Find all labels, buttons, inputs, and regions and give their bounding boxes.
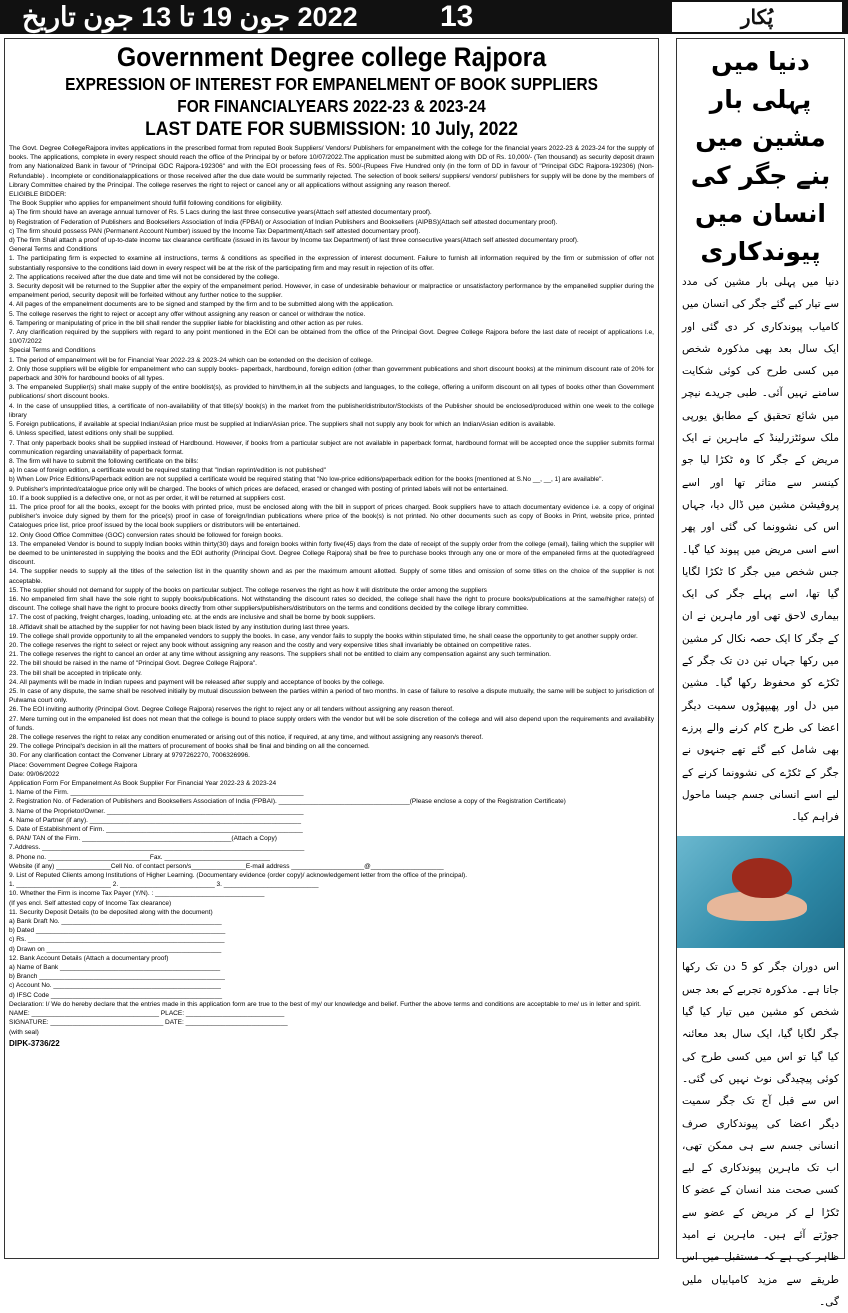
notice-paragraph: ELIGIBLE BIDDER:: [9, 191, 67, 199]
notice-paragraph: b) Dated ____________________________________________________: [9, 927, 226, 935]
notice-subtitle: EXPRESSION OF INTEREST FOR EMPANELMENT OF BOOK SUPPLIERS FOR FINANCIALYEARS 2022-23 & 2023-24: [65, 74, 598, 116]
notice-paragraph: 29. The college Principal's decision in all the matters of procurement of books shall be final and binding on all the concerned.: [9, 743, 370, 751]
notice-paragraph: c) Rs. ______________________________________________________: [9, 936, 225, 944]
notice-paragraph: 8. The firm will have to submit the following certificate on the bills:: [9, 457, 199, 465]
newspaper-logo: پُکار: [672, 2, 842, 32]
notice-paragraph: 7. That only paperback books shall be supplied instead of Hardbound. However, if books from a particular subject are not available in paperback format, hardbound format will be accepted once the supplier submits formal communication regarding unavailability of paperback format.: [9, 439, 654, 456]
notice-paragraph: 20. The college reserves the right to select or reject any book without assigning any reason and the costly and very expensive titles shall invariably be obtained on competitive rates.: [9, 641, 532, 649]
notice-paragraph: a) The firm should have an average annual turnover of Rs. 5 Lacs during the last three consecutive years(Attach self attested documentary proof).: [9, 209, 432, 217]
notice-paragraph: b) Registration of Federation of Publishers and Booksellers Association of India (FPBAI) or Association of Indian Publishers and Booksellers (AIPBS)(Attach self attested documentary proof).: [9, 218, 558, 226]
notice-paragraph: 2. The applications received after the due date and time will not be considered by the college.: [9, 273, 280, 281]
news-headline: دنیا میں پہلی بار مشین میں بنے جگر کی انسان میں پیوندکاری: [690, 47, 831, 266]
notice-paragraph: 4. In the case of unsupplied titles, a certificate of non-availability of that title(s)/ book(s) in the market from the publisher/distributor/Stockists of the Publisher should be enclosed/produced within one week to the college library: [9, 402, 654, 419]
news-column: [676, 38, 845, 1308]
notice-paragraph: 2. Only those suppliers will be eligible for empanelment who can supply books- paperback, hardbound, foreign edition (other than government publications and short discount books) at the minimum discount rate of 20% for paperback and 30% for hardbound books of all types.: [9, 365, 654, 383]
notice-paragraph: 24. All payments will be made in Indian rupees and payment will be released after supply and acceptance of books by the college.: [9, 678, 385, 686]
notice-paragraph: 6. PAN/ TAN of the Firm. _________________________________________(Attach a Copy): [9, 835, 277, 843]
notice-paragraph: d) IFSC Code _______________________________________________: [9, 991, 222, 999]
notice-paragraph: c) Account No. ______________________________________________: [9, 982, 221, 990]
liver-photo: [677, 836, 844, 948]
notice-paragraph: 25. In case of any dispute, the same shall be resolved initially by mutual discussion between the parties within a period of two months. In case of failure to resolve a dispute mutually, the same will be subject to jurisdiction of Pulwama court only.: [9, 687, 654, 705]
notice-paragraph: Website (if any) _______________Cell No. of contact person/s_______________E-mail address ____________________@____________________: [9, 862, 444, 870]
notice-paragraph: d) Drawn on ________________________________________________: [9, 945, 222, 953]
advertisement-notice: [4, 38, 659, 1259]
notice-paragraph: 3. Name of the Proprietor/Owner. ______________________________________________________: [9, 807, 304, 815]
notice-paragraph: a) Name of Bank ____________________________________________: [9, 964, 221, 972]
notice-paragraph: 21. The college reserves the right to cancel an order at any time without assigning any reasons. The suppliers shall not be entitled to claim any compensation against any such termination.: [9, 651, 552, 659]
notice-paragraph: 18. Affidavit shall be attached by the supplier for not having been black listed by any institution during last three years.: [9, 623, 350, 631]
notice-paragraph: 7. Any clarification required by the suppliers with regard to any point mentioned in the EOI can be obtained from the office of the Principal Govt. Degree College Rajpora before the last date of receipt of applications I.e, 10/07/2022: [9, 329, 654, 346]
notice-paragraph: The Book Supplier who applies for empanelment should fulfill following conditions for eligibility.: [9, 200, 283, 208]
notice-paragraph: 5. Date of Establishment of Firm. ______________________________________________________: [9, 826, 303, 834]
news-body-bottom: اس دوران جگر کو 5 دن تک رکھا جاتا ہے۔ مذکورہ تجربے کے بعد جس شخص کو مشین میں تیار کیا گیا جگر لگایا گیا، ایک سال بعد معائنہ کیا گیا تو اس میں کسی طرح کی کوئی پیچیدگی نوٹ نہیں کی گئی۔ اس سے قبل آج تک جگر سمیت دیگر اعضا کی پیوندکاری صرف انسانی جسم سے ہی ممکن تھی، اب تک ماہرین پیوندکاری کے لیے کسی صحت مند انسان کے عضو کا ٹکڑا لے کر مریض کے عضو سے جوڑتے آئے ہیں۔ ماہرین نے امید ظاہر کی ہے کہ مستقبل میں اس طریقے سے مزید کامیابیاں ملیں گی۔: [682, 961, 839, 1308]
notice-paragraph: NAME: ___________________________________ PLACE: ___________________________: [9, 1010, 285, 1018]
notice-paragraph: (If yes encl. Self attested copy of Income Tax clearance): [9, 899, 172, 907]
notice-paragraph: SIGNATURE: _______________________________ DATE: ____________________________: [9, 1019, 288, 1027]
notice-paragraph: 12. Only Good Office Committee (GOC) conversion rates should be followed for foreign books.: [9, 531, 283, 539]
notice-paragraph: 9. List of Reputed Clients among Institutions of Higher Learning. (Documentary evidence (order copy)/ acknowledgement letter from the office of the principal).: [9, 872, 468, 880]
notice-body: [9, 144, 654, 1037]
notice-paragraph: 11. Security Deposit Details (to be deposited along with the document): [9, 908, 213, 916]
notice-paragraph: 9. Publisher's imprinted/catalogue price only will be charged. The books of which prices are defaced, erased or changed with posting of printed labels will not be entertained.: [9, 485, 508, 493]
notice-paragraph: 3. Security deposit will be returned to the Supplier after the expiry of the empanelment period. However, in case of undesirable behaviour or malpractice or unsatisfactory performance by the empanelled supplier during the empanelment period, security deposit will be forfeited without any further notice to the supplier.: [9, 283, 654, 300]
notice-paragraph: 6. Tampering or manipulating of price in the bill shall render the supplier liable for blacklisting and other action as per rules.: [9, 319, 363, 327]
notice-paragraph: 17. The cost of packing, freight charges, loading, unloading etc. at the ends are inclusive and shall be borne by book suppliers.: [9, 614, 376, 622]
notice-paragraph: 19. The college shall provide opportunity to all the empaneled vendors to supply the books. In case, any vendor fails to supply the books within stipulated time, he shall cease the opportunity to get another supply order.: [9, 632, 638, 640]
notice-paragraph: 14. The supplier needs to supply all the titles of the selection list in the quantity shown and as per the maximum amount allotted. Supply of some titles and omission of some titles on the choice of the supplier is not acceptable.: [9, 568, 654, 585]
notice-title: Government Degree college Rajpora: [116, 42, 547, 72]
notice-paragraph: 11. The price proof for all the books, except for the books with printed price, must be enclosed along with the bill in support of prices charged. Book suppliers have to attach documentary evidence i.e. a copy of original publisher's invoice duly signed by them for the price(s) proof in case of foreign/Indian publications where price of the book(s) is not printed. No other documents such as copy of Books in Print, website price, printed Catalogues price list, price proof issued by the local book suppliers or distributors will be entertained.: [9, 503, 654, 530]
notice-paragraph: 5. Foreign publications, if available at special Indian/Asian price must be supplied at Indian/Asian price. The suppliers shall not supply any book for which an Indian/Asian edition is available.: [9, 421, 556, 429]
notice-paragraph: 4. All pages of the empanelment documents are to be signed and stamped by the firm and to be submitted along with the application.: [9, 301, 394, 309]
notice-paragraph: Place: Government Degree College Rajpora: [9, 761, 138, 769]
notice-deadline: LAST DATE FOR SUBMISSION: 10 July, 2022: [145, 118, 518, 140]
notice-paragraph: 30. For any clarification contact the Convener Library at 9797262270, 7006326996.: [9, 752, 250, 760]
notice-paragraph: Application Form For Empanelment As Book Supplier For Financial Year 2022-23 & 2023-24: [9, 780, 277, 788]
notice-paragraph: Date: 09/06/2022: [9, 770, 60, 778]
notice-paragraph: (with seal): [9, 1028, 39, 1036]
notice-paragraph: 10. If a book supplied is a defective one, or not as per order, it will be returned at suppliers cost.: [9, 494, 286, 502]
notice-paragraph: 1. The participating firm is expected to examine all instructions, terms & conditions as specified in the expression of interest document. Failure to furnish all information required by the firm or submission of offer not substantially responsive to the conditions laid down in every respect will be at the risk of the participating firm and may result in rejection of its offer.: [9, 255, 654, 272]
notice-paragraph: b) Branch ___________________________________________________: [9, 973, 225, 981]
liver-icon: [732, 858, 792, 898]
notice-paragraph: 13. The empaneled Vendor is bound to supply Indian books within thirty(30) days and foreign books within forty five(45) days from the date of receipt of the supply order from the college (email), failing which the supplier will be deemed to be uninterested in supplying the books and the EOI authority (Principal Govt. Degree College Rajpora) shall be free to purchase books through any one or more of the empaneled firms at the quoted/agreed discount.: [9, 540, 654, 567]
notice-paragraph: 23. The bill shall be accepted in triplicate only.: [9, 669, 142, 677]
notice-paragraph: 28. The college reserves the right to relax any condition enumerated or arising out of this notice, if required, at any time, and without assigning any reason/s thereof.: [9, 734, 484, 741]
notice-paragraph: 4. Name of Partner (if any). __________________________________________________________: [9, 816, 301, 824]
notice-paragraph: b) When Low Price Editions/Paperback edition are not supplied a certificate would be required stating that "No low-price editions/paperback edition for the books [mentioned at S.No __, __, 1] are available".: [9, 476, 604, 484]
notice-paragraph: 1. __________________________ 2. __________________________ 3. __________________________: [9, 881, 319, 889]
notice-paragraph: The Govt. Degree CollegeRajpora invites applications in the prescribed format from reputed Book Suppliers/ Vendors/ Publishers for empanelment with the college for the financial years 2022-23 & 2023-24 for the supply of books. The applications, complete in every respect should reach the office of the Principal by or before 10/07/2022.The application must be submitted along with DD of Rs. 10,000/- (Ten thousand) as security deposit drawn from any Nationalized Bank in favour of "Principal GDC Rajpora-192306" and with the EOI processing fees of Rs. 500/-(Rupees Five Hundred only (in the form of DD in favour of "Principal GDC Rajpora-192306) (Non-Refundable) . Incomplete or conditionalapplications or those received after the due date would be summarily rejected. The selection of book sellers/ suppliers/ vendors/ publishers for supply will be done by the members of Library Committee chaired by the Principal. The college reserves the right to reject or cancel any or all applications without assigning any reason thereof.: [9, 145, 654, 189]
notice-paragraph: 15. The supplier should not demand for supply of the books on particular subject. The college reserves the right as how it will distribute the order among the suppliers: [9, 586, 487, 594]
notice-paragraph: 7.Address. ________________________________________________________________________: [9, 844, 305, 852]
notice-paragraph: 3. The empaneled Supplier(s) shall make supply of the entire booklist(s), as provided to him/them,in all the subjects and languages, to the college, offering a uniform discount on all types of books other than Government publications/ short discount books.: [9, 384, 654, 401]
masthead: [0, 0, 848, 34]
issue-date: 2022 جون 19 تا 13 جون تاریخ: [22, 2, 358, 32]
notice-paragraph: 1. The period of empanelment will be for Financial Year 2022-23 & 2023-24 which can be extended on the decision of college.: [9, 356, 373, 364]
notice-paragraph: 6. Unless specified, latest editions only shall be supplied.: [9, 430, 174, 438]
news-body-top: دنیا میں پہلی بار مشین کی مدد سے تیار کیے گئے جگر کی انسان میں کامیاب پیوندکاری کر دی گئی اور ایک سال بعد بھی مذکورہ شخص میں کسی طرح کی کوئی شکایت سامنے نہیں آئی۔ طبی جریدے نیچر میں شائع تحقیق کے مطابق یورپی ملک سوئٹزرلینڈ کے ماہرین نے ایک مریض کے جگر کا وہ ٹکڑا لیا جو کینسر سے متاثر تھا اور اسے پروفیشن مشین میں ڈال دیا، جہاں اس کی نشوونما کی گئی اور پھر اسے اسی مریض میں پیوند کیا گیا۔ جس شخص میں جگر کا ٹکڑا لگایا گیا تھا، اسے پہلے جگر کی ایک بیماری لاحق تھی اور ماہرین نے ان کے جگر کا ایک حصہ نکال کر مشین میں رکھا جہاں تین دن تک جگر کے ٹکڑے کو محفوظ رکھا گیا۔ مشین میں دل اور پھیپھڑوں سمیت دیگر اعضا کی طرح کام کرنے والے پرزے بھی شامل کیے گئے تھے جنہوں نے جگر کے ٹکڑے کی نشوونما کرنے کے لیے اسے انسانی جسم جیسا ماحول فراہم کیا۔: [682, 276, 839, 824]
notice-paragraph: 10. Whether the Firm is income Tax Payer (Y/N). : ______________________________: [9, 890, 265, 898]
notice-code: DIPK-3736/22: [9, 1038, 60, 1048]
page-number: 13: [440, 0, 474, 33]
notice-paragraph: General Terms and Conditions: [9, 246, 98, 254]
notice-paragraph: 5. The college reserves the right to reject or accept any offer without assigning any reason or cancel or withdraw the notice.: [9, 310, 366, 318]
notice-paragraph: 12. Bank Account Details (Attach a documentary proof): [9, 954, 169, 962]
notice-paragraph: a) Bank Draft No. ____________________________________________: [9, 918, 222, 926]
notice-paragraph: 26. The EOI inviting authority (Principal Govt. Degree College Rajpora) reserves the right to reject any or all tenders without assigning any reason thereof.: [9, 706, 454, 714]
notice-paragraph: 16. No empaneled firm shall have the sole right to supply books/publications. Not withstanding the discount rates so decided, the college shall have the right to procure books/publications at the same/higher rate(s) of discount. The college shall have the right to procure books directly from other suppliers/publishers/distributors on the terms and conditions decided by the college library committee.: [9, 595, 654, 613]
notice-paragraph: 22. The bill should be raised in the name of "Principal Govt. Degree College Rajpora".: [9, 660, 257, 668]
notice-paragraph: a) In case of foreign edition, a certificate would be required stating that "Indian reprint/edition is not published": [9, 467, 326, 475]
notice-paragraph: Declaration: I/ We do hereby declare that the entries made in this application form are true to the best of my/ our knowledge and belief. Further the above terms and conditions are acceptable to me/ us in letter and spirit.: [9, 1000, 641, 1008]
notice-paragraph: 8. Phone no. ____________________________Fax. _____________________________: [9, 853, 271, 861]
notice-paragraph: 2. Registration No. of Federation of Publishers and Booksellers Association of India (FPBAI). ____________________________________(Please enclose a copy of the Registration Certificate): [9, 798, 566, 806]
notice-paragraph: 27. Mere turning out in the empaneled list does not mean that the college is bound to place supply orders with the vendor but will be sole discretion of the college and will also depend upon the requirements and availability of funds.: [9, 715, 654, 732]
notice-paragraph: Special Terms and Conditions: [9, 347, 96, 355]
notice-paragraph: 1. Name of the Firm. ________________________________________________________________: [9, 789, 304, 797]
notice-paragraph: c) The firm should possess PAN (Permanent Account Number) issued by the Income Tax Department(Attach self attested documentary proof).: [9, 227, 421, 235]
notice-paragraph: d) The firm Shall attach a proof of up-to-date income tax clearance certificate (issued in its favour by Income tax Department) of last three consecutive years(Attach self attested documentary proof).: [9, 237, 579, 245]
